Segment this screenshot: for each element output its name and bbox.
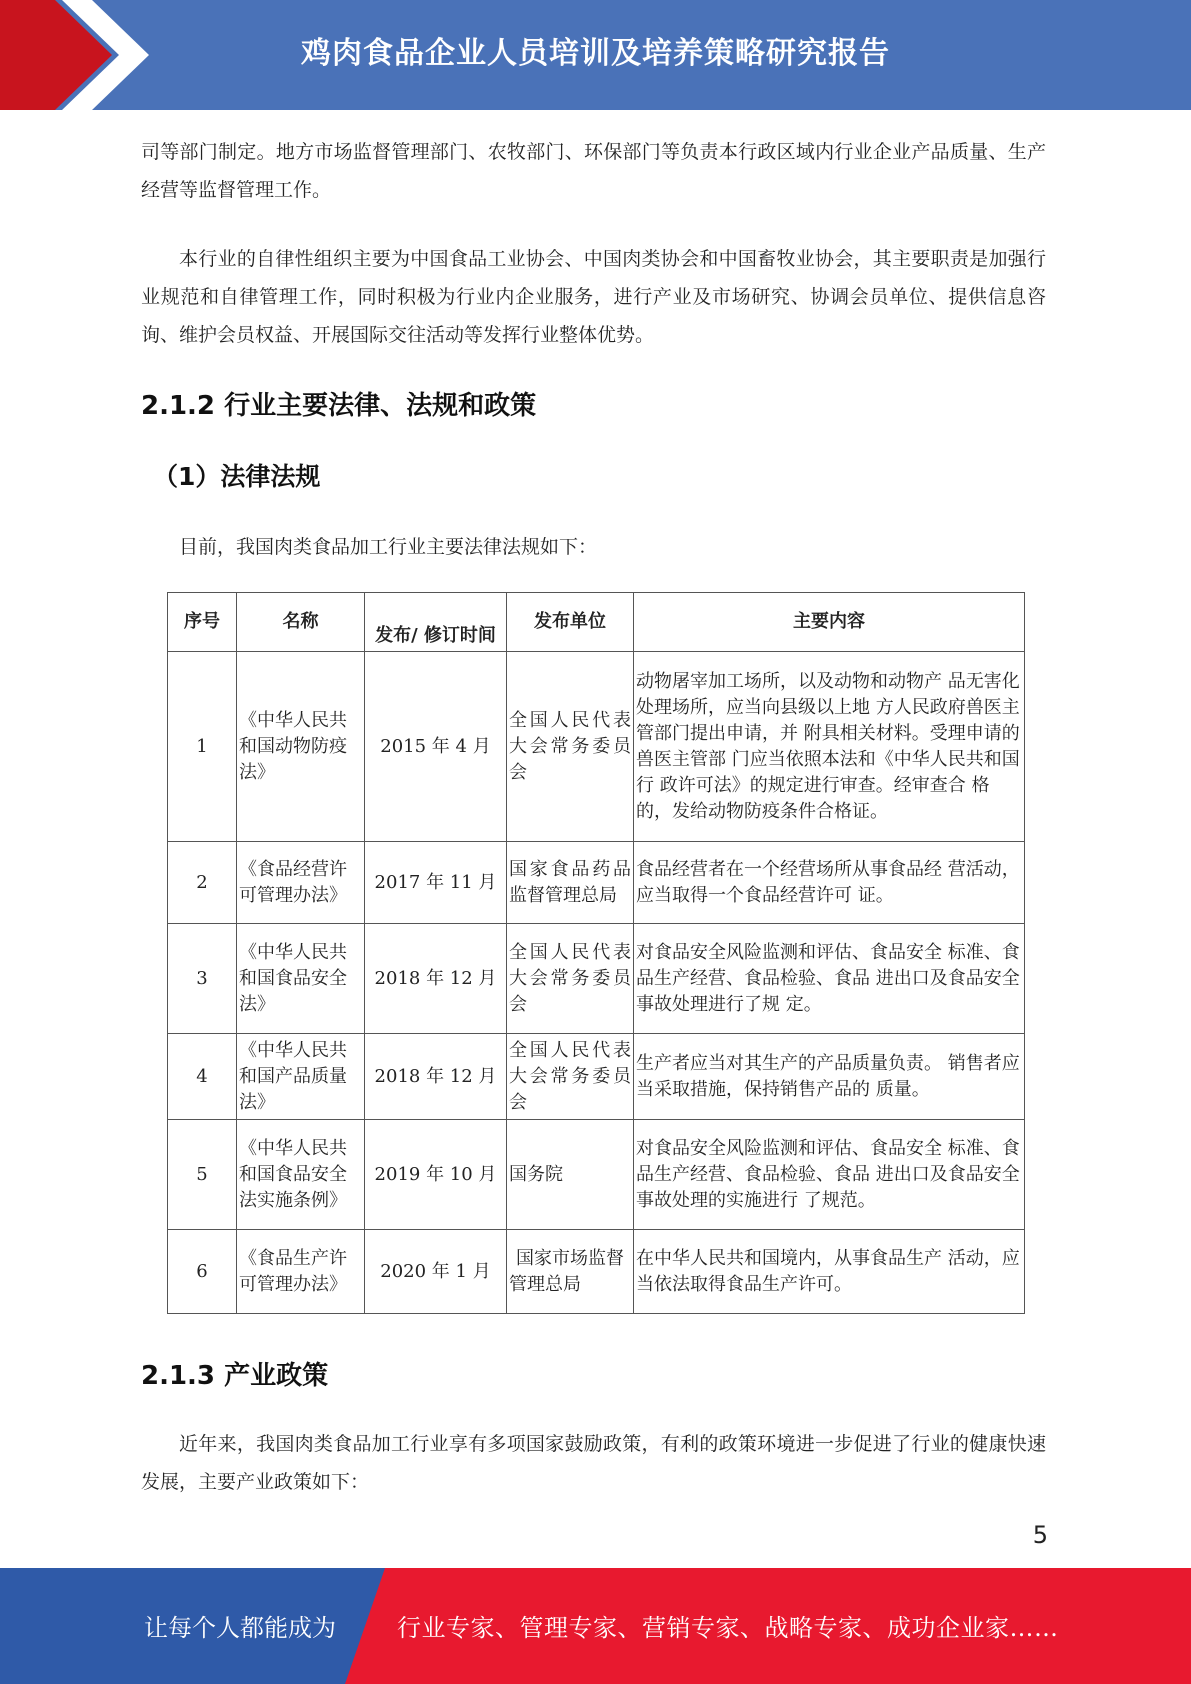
cell-name: 《食品经营许可管理办法》 [237, 842, 365, 924]
section-heading-2-1-2: 2.1.2 行业主要法律、法规和政策 [141, 391, 537, 421]
page-footer [0, 1568, 1191, 1684]
subsection-heading-laws: （1）法律法规 [153, 462, 321, 491]
report-title: 鸡肉食品企业人员培训及培养策略研究报告 [301, 36, 890, 71]
cell-issuer: 国务院 [507, 1120, 634, 1230]
cell-name: 《中华人民共和国动物防疫法》 [237, 652, 365, 842]
cell-date: 2018 年 12 月 [365, 1034, 507, 1120]
paragraph-laws-intro: 目前，我国肉类食品加工行业主要法律法规如下： [179, 536, 598, 558]
cell-no: 1 [168, 652, 237, 842]
cell-date: 2020 年 1 月 [365, 1230, 507, 1314]
table-row [168, 652, 1025, 842]
page-number: 5 [1032, 1521, 1048, 1549]
cell-content: 生产者应当对其生产的产品质量负责。 销售者应当采取措施，保持销售产品的 质量。 [634, 1034, 1025, 1120]
cell-issuer: 全国人民代表大会常务委员会 [507, 652, 634, 842]
cell-content: 在中华人民共和国境内，从事食品生产 活动，应当依法取得食品生产许可。 [634, 1230, 1025, 1314]
column-header-content: 主要内容 [634, 593, 1025, 652]
laws-table [167, 592, 1025, 1314]
cell-content: 对食品安全风险监测和评估、食品安全 标准、食品生产经营、食品检验、食品 进出口及食品安全事故处理的实施进行 了规范。 [634, 1120, 1025, 1230]
paragraph-self-regulation: 本行业的自律性组织主要为中国食品工业协会、中国肉类协会和中国畜牧业协会，其主要职责是加强行业规范和自律管理工作，同时积极为行业内企业服务，进行产业及市场研究、协调会员单位、提供信息咨询、维护会员权益、开展国际交往活动等发挥行业整体优势。 [141, 248, 1046, 346]
section-heading-2-1-3: 2.1.3 产业政策 [141, 1361, 329, 1391]
cell-content: 对食品安全风险监测和评估、食品安全 标准、食品生产经营、食品检验、食品 进出口及食品安全事故处理进行了规 定。 [634, 924, 1025, 1034]
cell-content: 食品经营者在一个经营场所从事食品经 营活动，应当取得一个食品经营许可 证。 [634, 842, 1025, 924]
column-header-date: 发布/ 修订时间 [365, 593, 507, 652]
cell-name: 《中华人民共和国产品质量法》 [237, 1034, 365, 1120]
cell-content: 动物屠宰加工场所，以及动物和动物产 品无害化处理场所，应当向县级以上地 方人民政府兽医主管部门提出申请，并 附具相关材料。受理申请的兽医主管部 门应当依照本法和《中华人民共和国行 政许可法》的规定进行审查。经审查合 格的，发给动物防疫条件合格证。 [634, 652, 1025, 842]
cell-no: 2 [168, 842, 237, 924]
cell-issuer: 全国人民代表大会常务委员会 [507, 1034, 634, 1120]
cell-no: 3 [168, 924, 237, 1034]
cell-name: 《中华人民共和国食品安全法》 [237, 924, 365, 1034]
table-row [168, 1034, 1025, 1120]
cell-no: 5 [168, 1120, 237, 1230]
cell-date: 2017 年 11 月 [365, 842, 507, 924]
cell-date: 2019 年 10 月 [365, 1120, 507, 1230]
cell-no: 4 [168, 1034, 237, 1120]
column-header-no: 序号 [168, 593, 237, 652]
column-header-name: 名称 [237, 593, 365, 652]
cell-issuer: 国家食品药品监督管理总局 [507, 842, 634, 924]
cell-issuer: 全国人民代表大会常务委员会 [507, 924, 634, 1034]
column-header-issuer: 发布单位 [507, 593, 634, 652]
footer-slogan-right: 行业专家、管理专家、营销专家、战略专家、成功企业家…… [397, 1614, 1059, 1642]
cell-name: 《食品生产许可管理办法》 [237, 1230, 365, 1314]
cell-date: 2018 年 12 月 [365, 924, 507, 1034]
paragraph-regulators: 司等部门制定。地方市场监督管理部门、农牧部门、环保部门等负责本行政区域内行业企业产品质量、生产经营等监督管理工作。 [141, 141, 1046, 201]
paragraph-policy-intro: 近年来，我国肉类食品加工行业享有多项国家鼓励政策，有利的政策环境进一步促进了行业的健康快速发展，主要产业政策如下： [141, 1433, 1046, 1493]
table-header-row [168, 593, 1025, 652]
table-row [168, 1120, 1025, 1230]
page-header [0, 0, 1191, 110]
footer-slogan-left: 让每个人都能成为 [144, 1614, 336, 1642]
cell-issuer: 国家市场监督管理总局 [507, 1230, 634, 1314]
table-row [168, 1230, 1025, 1314]
table-row [168, 842, 1025, 924]
cell-name: 《中华人民共和国食品安全法实施条例》 [237, 1120, 365, 1230]
table-row [168, 924, 1025, 1034]
cell-date: 2015 年 4 月 [365, 652, 507, 842]
cell-no: 6 [168, 1230, 237, 1314]
